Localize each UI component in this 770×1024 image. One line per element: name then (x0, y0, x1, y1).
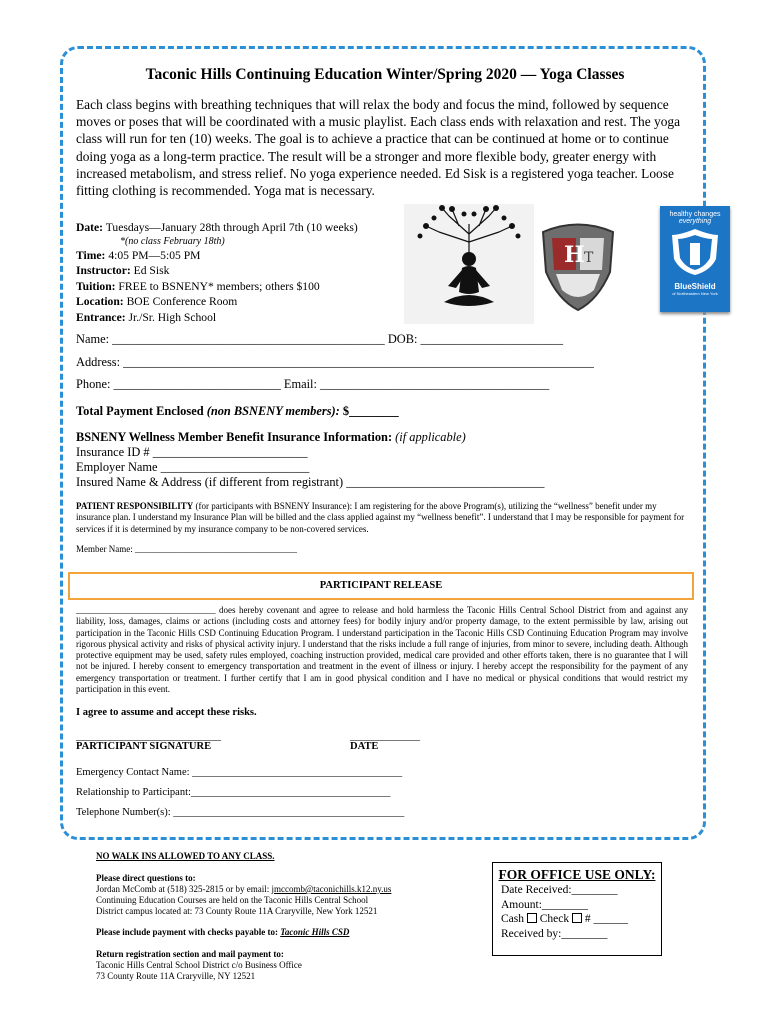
class-details (76, 220, 406, 326)
patient-responsibility (76, 501, 688, 535)
date-label: DATE (350, 741, 379, 752)
shield-icon (660, 225, 730, 277)
amount-field[interactable]: Amount:________ (501, 898, 588, 911)
page-title: Taconic Hills Continuing Education Winter/Spring 2020 — Yoga Classes (145, 66, 625, 83)
emergency-contact-field[interactable]: Emergency Contact Name: ________________________________________ (76, 767, 403, 778)
blueshield-logo (660, 206, 730, 312)
checks-line (96, 927, 349, 938)
location-value: BOE Conference Room (123, 295, 238, 309)
check-label: Check (536, 913, 573, 925)
svg-text:T: T (584, 250, 594, 266)
bsneny-title-text: BSNENY Wellness Member Benefit Insurance Information: (76, 430, 393, 444)
employer-field[interactable]: Employer Name ________________________ (76, 460, 310, 474)
date-line[interactable]: ______________ (350, 731, 420, 742)
return-label: Return registration section and mail payment to: (96, 949, 284, 959)
release-title: PARTICIPANT RELEASE (319, 580, 443, 591)
logo-brand: BlueShield (674, 282, 716, 291)
check-number-field[interactable]: # ______ (582, 913, 629, 925)
payment-method (493, 912, 661, 927)
total-payment (76, 404, 399, 419)
address-line-1: Taconic Hills Central School District c/o Business Office (96, 960, 302, 970)
no-walk-ins: NO WALK INS ALLOWED TO ANY CLASS. (96, 851, 275, 861)
contact-line (96, 884, 391, 895)
bsneny-title (76, 430, 466, 445)
member-name-field[interactable]: Member Name: ____________________________________ (76, 544, 297, 554)
entrance-label: Entrance: (76, 310, 126, 324)
tuition-value: FREE to BSNENY* members; others $100 (115, 279, 320, 293)
instructor-label: Instructor: (76, 264, 131, 278)
date-received-field[interactable]: Date Received:________ (501, 884, 618, 896)
held-line: Continuing Education Courses are held on the Taconic Hills Central School (96, 895, 369, 905)
total-label: Total Payment Enclosed (76, 404, 207, 418)
contact-text: Jordan McComb at (518) 325-2815 or by email: (96, 884, 272, 894)
office-title: FOR OFFICE USE ONLY: (498, 867, 656, 882)
release-text: _______________________________ does hereby covenant and agree to release and hold harmless the Taconic Hills Central School District from and against any liability, loss, damages, claims or actions (including costs and attorney fees) for bodily injury and/or property damage, to the extent permissible by law, arising out participation in the Taconic Hills CSD Continuing Education Program. I understand participation in the Taconic Hills CSD Continuing Education Program may involve rigorous physical activity and risks of physical activity injury. I understand that the risks include a full range of injuries, from minor to severe, including death. Although protective equipment may be used, safety rules employed, coaching instruction provided, medical care provided and other efforts taken, there is no guarantee that I will not be injured. I hereby consent to emergency transportation and treatment in the event of illness or injury. I hereby accept the responsibility for the payment of any emergency transportation or treatment. I further certify that I am in good physical condition and I have no medical or physical conditions that would restrict my participation in this event. (76, 605, 688, 695)
date-label: Date: (76, 221, 104, 234)
payee: Taconic Hills CSD (280, 927, 350, 937)
cash-label: Cash (501, 913, 527, 925)
yoga-meditation-image (404, 204, 534, 324)
received-by-field[interactable]: Received by:________ (501, 927, 608, 940)
intro-paragraph: Each class begins with breathing techniques that will relax the body and focus the mind, followed by sequence moves or poses that will be coordinated with a music playlist. Each class ends with relaxation and rest. The yoga class will run for ten (10) weeks. The goal is to achieve a practice that can be continued at home or to continue doing yoga as a long-term practice. The result will be a stronger and more flexible body, greater energy with increased metabolism, and stress relief. No yoga experience needed. Ed Sisk is a registered yoga teacher. Loose fitting clothing is recommended. Yoga mat is necessary. (76, 97, 681, 199)
check-checkbox[interactable] (572, 913, 582, 923)
time-label: Time: (76, 248, 106, 262)
cash-checkbox[interactable] (527, 913, 537, 923)
email-link[interactable]: jmccomb@taconichills.k12.ny.us (271, 884, 392, 894)
questions-label: Please direct questions to: (96, 873, 196, 883)
checks-text: Please include payment with checks payable to: (96, 927, 281, 937)
insurance-id-field[interactable]: Insurance ID # _________________________ (76, 445, 308, 459)
no-class-note: *(no class February 18th) (120, 235, 225, 247)
address-field[interactable]: Address: ____________________________________________________________________________ (76, 355, 594, 369)
release-title-box (68, 572, 694, 600)
tuition-label: Tuition: (76, 279, 116, 293)
school-crest-logo (538, 212, 618, 312)
logo-sub: of Northeastern New York (672, 291, 718, 296)
telephone-field[interactable]: Telephone Number(s): ____________________________________________ (76, 807, 405, 818)
date-value: Tuesdays—January 28th through April 7th (10 weeks) (103, 221, 358, 234)
logo-tagline: healthy changes (669, 211, 721, 218)
phone-email-field[interactable]: Phone: ___________________________ Email: _____________________________________ (76, 377, 550, 391)
entrance-value: Jr./Sr. High School (125, 310, 217, 324)
logo-tagline-2: everything (678, 218, 712, 225)
bsneny-applicable: (if applicable) (392, 430, 466, 444)
address-line-2: 73 County Route 11A Craryville, NY 12521 (96, 971, 256, 981)
insured-field[interactable]: Insured Name & Address (if different from registrant) ________________________________ (76, 475, 545, 489)
campus-line: District campus located at: 73 County Route 11A Craryville, New York 12521 (96, 906, 378, 916)
patient-label: PATIENT RESPONSIBILITY (76, 501, 194, 511)
instructor-value: Ed Sisk (130, 264, 170, 278)
signature-label: PARTICIPANT SIGNATURE (76, 741, 212, 752)
office-use-box (492, 862, 662, 956)
total-italic: (non BSNENY members): (206, 404, 340, 418)
name-dob-field[interactable]: Name: ____________________________________________ DOB: _______________________ (76, 332, 564, 346)
signature-line[interactable]: _____________________________ (76, 731, 221, 742)
svg-text:H: H (564, 242, 585, 268)
agree-statement: I agree to assume and accept these risks. (76, 707, 257, 718)
time-value: 4:05 PM—5:05 PM (105, 248, 201, 262)
location-label: Location: (76, 295, 124, 309)
relationship-field[interactable]: Relationship to Participant:______________________________________ (76, 787, 391, 798)
total-amount-field[interactable]: $________ (339, 404, 399, 418)
patient-text: (for participants with BSNENY Insurance): I am registering for the above Program(s), utilizing the “wellness” benefit under my insurance plan. I understand my Insurance Plan will be billed and the class applied against my “wellness benefit”. I understand that I may be responsible for payment for services if it is determined by my insurance company to be non-covered services. (76, 501, 685, 534)
